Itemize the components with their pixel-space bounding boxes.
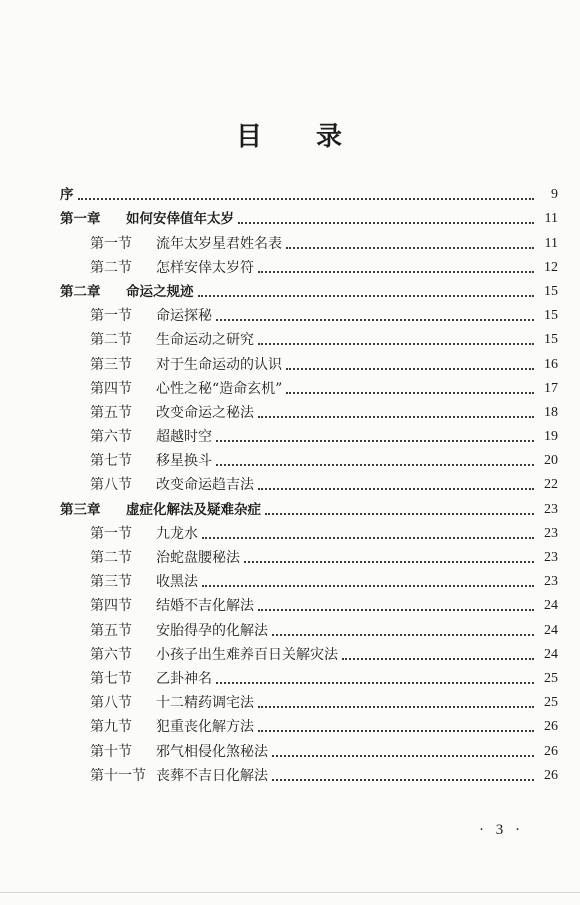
- toc-entry-number: 第七节: [90, 670, 132, 687]
- toc-entry-page: 15: [544, 283, 558, 299]
- toc-entry-number: 第五节: [90, 622, 132, 639]
- toc-section-entry: [60, 446, 558, 470]
- toc-entry-page: 23: [544, 525, 558, 541]
- toc-section-entry: [60, 761, 558, 785]
- dot-leader: [258, 270, 534, 273]
- toc-entry-title: 改变命运之秘法: [156, 404, 254, 421]
- toc-entry-label: [90, 356, 282, 374]
- toc-entry-title: 如何安倖值年太岁: [126, 211, 234, 228]
- dot-leader: [202, 536, 534, 539]
- toc-entry-title: 命运之规迹: [126, 283, 194, 300]
- toc-entry-page: 25: [544, 695, 558, 711]
- toc-entry-page: 26: [544, 767, 558, 783]
- toc-entry-label: [90, 331, 254, 349]
- toc-entry-label: [90, 525, 198, 543]
- dot-leader: [202, 584, 534, 587]
- toc-entry-page: 23: [544, 550, 558, 565]
- toc-entry-title: 命运探秘: [156, 308, 212, 325]
- toc-section-entry: [60, 349, 558, 373]
- toc-chapter-entry: [60, 277, 558, 301]
- toc-entry-number: 第八节: [90, 695, 132, 712]
- toc-entry-page: 9: [551, 187, 558, 203]
- dot-leader: [216, 681, 534, 684]
- toc-entry-title: 移星换斗: [156, 453, 212, 470]
- toc-entry-label: [90, 622, 268, 640]
- dot-leader: [258, 415, 534, 418]
- toc-entry-page: 19: [544, 429, 558, 445]
- toc-entry-page: 15: [544, 332, 558, 348]
- toc-entry-label: [90, 259, 254, 277]
- toc-entry-page: 24: [544, 622, 558, 638]
- dot-leader: [265, 512, 534, 515]
- toc-entry-number: 第二节: [90, 332, 132, 349]
- toc-entry-page: 23: [544, 574, 558, 590]
- toc-section-entry: [60, 301, 558, 325]
- toc-section-entry: [60, 543, 558, 567]
- toc-entry-title: 超越时空: [156, 429, 212, 446]
- toc-entry-label: [90, 694, 254, 712]
- dot-leader: [258, 729, 534, 732]
- dot-leader: [272, 778, 534, 781]
- toc-entry-number: 第六节: [90, 429, 132, 446]
- dot-leader: [342, 657, 534, 660]
- toc-section-entry: [60, 688, 558, 712]
- dot-leader: [258, 705, 534, 708]
- toc-section-entry: [60, 470, 558, 494]
- toc-entry-number: 第四节: [90, 380, 132, 397]
- toc-entry-title: 序: [60, 187, 74, 204]
- toc-entry-page: 25: [544, 670, 558, 686]
- toc-entry-page: 11: [544, 211, 558, 227]
- toc-section-entry: [60, 398, 558, 422]
- toc-entry-label: [60, 186, 74, 204]
- toc-entry-page: 26: [544, 743, 558, 759]
- dot-leader: [258, 608, 534, 611]
- toc-entry-title: 治蛇盘腰秘法: [156, 550, 240, 566]
- dot-leader: [216, 318, 534, 321]
- toc-entry-title: 安胎得孕的化解法: [156, 622, 268, 639]
- dot-leader: [238, 221, 534, 224]
- toc-entry-label: [90, 307, 212, 325]
- dot-leader: [272, 633, 534, 636]
- toc-section-entry: [60, 325, 558, 349]
- toc-section-entry: [60, 253, 558, 277]
- toc-section-entry: [60, 591, 558, 615]
- toc-section-entry: [60, 374, 558, 398]
- toc-entry-page: 20: [544, 453, 558, 469]
- toc-entry-label: [60, 210, 234, 228]
- dot-leader: [286, 367, 534, 370]
- toc-entry-title: 虚症化解法及疑难杂症: [126, 501, 261, 518]
- toc-entry-number: 第七节: [90, 453, 132, 470]
- toc-section-entry: [60, 519, 558, 543]
- toc-chapter-entry: [60, 180, 558, 204]
- toc-entry-page: 12: [544, 259, 558, 275]
- toc-entry-title: 改变命运趋吉法: [156, 477, 254, 494]
- toc-entry-page: 26: [544, 719, 558, 735]
- toc-entry-page: 11: [544, 235, 558, 251]
- toc-chapter-entry: [60, 494, 558, 518]
- toc-entry-title: 生命运动之研究: [156, 332, 254, 349]
- toc-entry-label: [60, 283, 194, 301]
- toc-entry-title: 对于生命运动的认识: [156, 356, 282, 373]
- toc-entry-number: 第二章: [60, 283, 101, 300]
- toc-entry-number: 第一节: [90, 235, 132, 252]
- toc-entry-page: 18: [544, 404, 558, 420]
- toc-entry-label: [90, 670, 212, 688]
- toc-entry-label: [90, 743, 268, 761]
- toc-entry-label: [90, 573, 198, 591]
- toc-entry-label: [90, 452, 212, 470]
- toc-entry-number: 第六节: [90, 646, 132, 663]
- toc-entry-label: [90, 235, 282, 253]
- toc-section-entry: [60, 712, 558, 736]
- toc-entry-label: [90, 476, 254, 494]
- toc-entry-number: 第二节: [90, 259, 132, 276]
- toc-entry-page: 22: [544, 477, 558, 493]
- toc-entry-number: 第五节: [90, 404, 132, 421]
- table-of-contents: [60, 180, 558, 785]
- toc-section-entry: [60, 736, 558, 760]
- dot-leader: [78, 197, 535, 200]
- toc-entry-page: 16: [544, 356, 558, 372]
- toc-entry-number: 第八节: [90, 477, 132, 494]
- toc-entry-page: 24: [544, 646, 558, 662]
- toc-section-entry: [60, 567, 558, 591]
- toc-entry-label: [60, 501, 261, 519]
- toc-entry-page: 15: [544, 308, 558, 324]
- toc-entry-number: 第九节: [90, 719, 132, 736]
- toc-entry-number: 第一节: [90, 308, 132, 325]
- toc-entry-title: 流年太岁星君姓名表: [156, 235, 282, 252]
- dot-leader: [286, 391, 534, 394]
- toc-entry-page: 17: [544, 380, 558, 396]
- toc-entry-number: 第三节: [90, 356, 132, 373]
- toc-entry-label: [90, 597, 254, 615]
- dot-leader: [258, 487, 534, 490]
- dot-leader: [272, 754, 534, 757]
- dot-leader: [244, 560, 534, 563]
- toc-entry-label: [90, 428, 212, 446]
- toc-entry-number: 第一章: [60, 211, 101, 228]
- page-number: · 3 ·: [479, 822, 524, 838]
- toc-entry-title: 收黑法: [156, 574, 198, 591]
- toc-entry-title: 结婚不吉化解法: [156, 598, 254, 615]
- toc-entry-title: 怎样安倖太岁符: [156, 259, 254, 276]
- toc-entry-number: 第十节: [90, 743, 132, 760]
- toc-entry-title: 九龙水: [156, 525, 198, 542]
- toc-entry-title: 邪气相侵化煞秘法: [156, 743, 268, 760]
- toc-section-entry: [60, 422, 558, 446]
- toc-entry-label: [90, 646, 338, 664]
- toc-entry-number: 第四节: [90, 598, 132, 615]
- toc-entry-title: 小孩子出生难养百日关解灾法: [156, 646, 338, 663]
- toc-chapter-entry: [60, 204, 558, 228]
- toc-entry-page: 23: [544, 501, 558, 517]
- dot-leader: [216, 463, 534, 466]
- toc-section-entry: [60, 640, 558, 664]
- toc-entry-number: 第三节: [90, 574, 132, 591]
- toc-entry-title: 犯重丧化解方法: [156, 719, 254, 736]
- toc-entry-title: 乙卦神名: [156, 670, 212, 687]
- toc-entry-label: [90, 380, 282, 398]
- toc-entry-label: [90, 718, 254, 736]
- dot-leader: [198, 294, 535, 297]
- toc-section-entry: [60, 664, 558, 688]
- toc-entry-number: 第十一节: [90, 767, 146, 784]
- title-char-1: 目: [235, 122, 264, 152]
- toc-entry-title: 丧葬不吉日化解法: [156, 767, 268, 784]
- toc-entry-title: 十二精药调宅法: [156, 695, 254, 712]
- dot-leader: [216, 439, 534, 442]
- toc-entry-label: [90, 404, 254, 422]
- title-char-2: 录: [316, 122, 345, 152]
- dot-leader: [286, 246, 534, 249]
- dot-leader: [258, 342, 534, 345]
- toc-section-entry: [60, 615, 558, 639]
- toc-entry-page: 24: [544, 598, 558, 614]
- toc-entry-number: 第二节: [90, 550, 132, 566]
- toc-entry-label: [90, 549, 240, 567]
- toc-entry-label: [90, 767, 268, 785]
- bottom-divider: [0, 892, 580, 893]
- toc-entry-number: 第三章: [60, 501, 101, 518]
- toc-entry-number: 第一节: [90, 525, 132, 542]
- toc-section-entry: [60, 228, 558, 252]
- toc-entry-title: 心性之秘“造命玄机”: [156, 380, 283, 397]
- page-title: [0, 116, 580, 153]
